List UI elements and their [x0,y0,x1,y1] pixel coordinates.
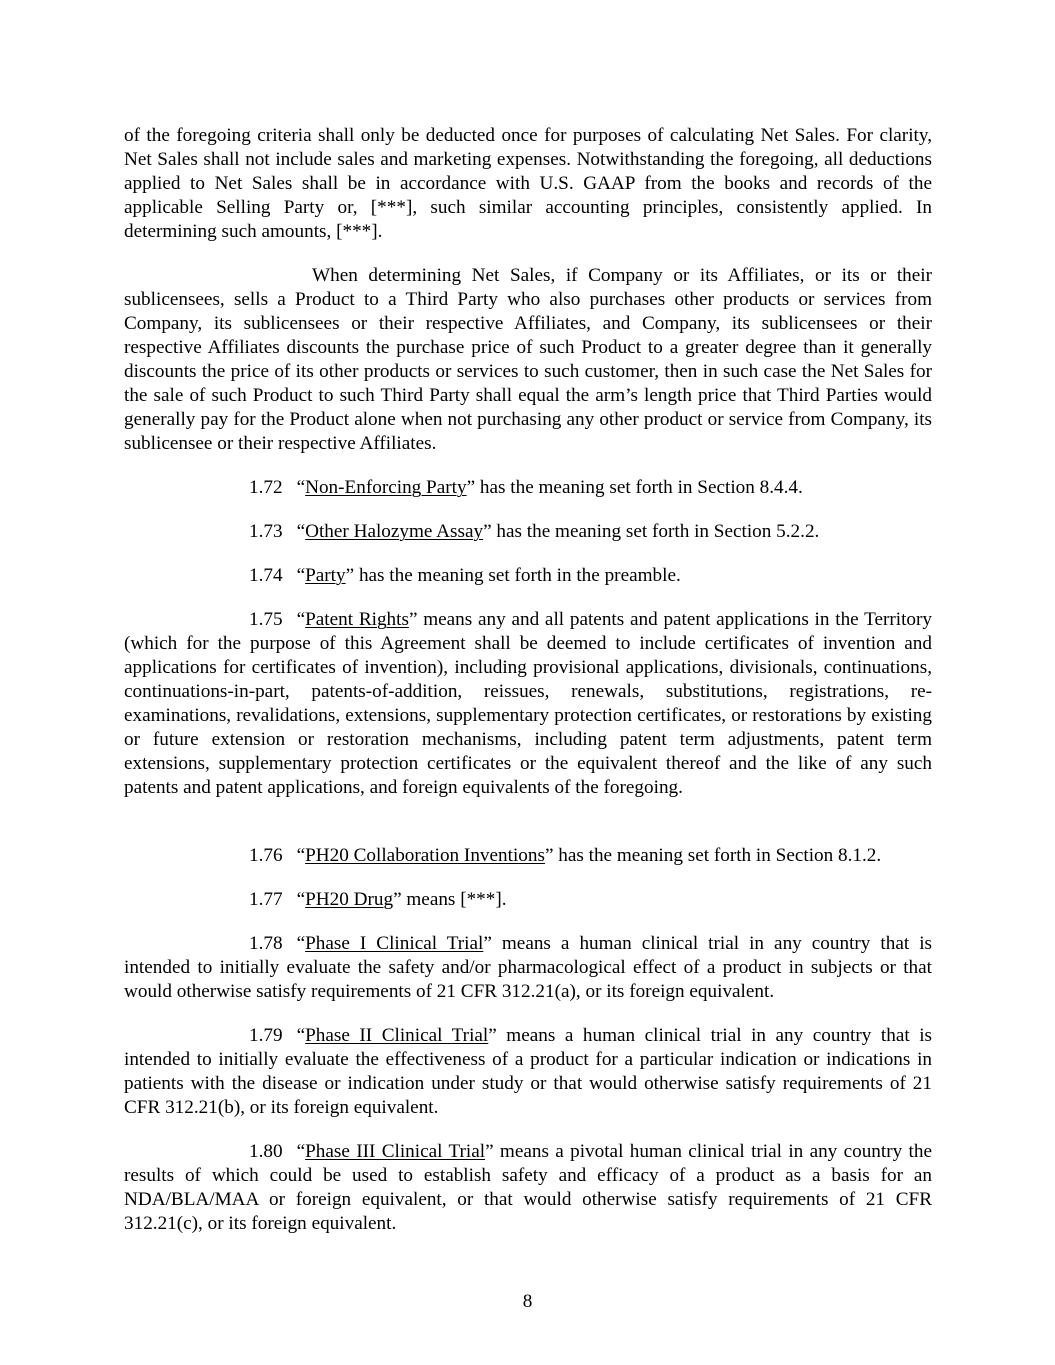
definition-number: 1.72 [249,477,283,498]
definition-text: ” means a human clinical trial in any country that is intended to initially evaluate the effectiveness of a product for a particular indication or indications in patients with the disease or indication under study or that would otherwise satisfy requirements of 21 CFR 312.21(b), or its foreign equivalent. [124,1025,933,1118]
definition-text: ” means [***]. [393,889,507,910]
definition-text: ” has the meaning set forth in Section 8.1.2. [544,845,882,866]
net-sales-bundling-paragraph: When determining Net Sales, if Company or its Affiliates, or its or their sublicensees, sells a Product to a Third Party who also purchases other products or services from Company, its sublicensees or their respective Affiliates, and Company, its sublicensees or their respective Affiliates discounts the purchase price of such Product to a greater degree than it generally discounts the price of its other products or services to such customer, then in such case the Net Sales for the sale of such Product to such Third Party shall equal the arm’s length price that Third Parties would generally pay for the Product alone when not purchasing any other product or service from Company, its sublicensee or their respective Affiliates. [124,265,932,454]
defined-term: Party [305,565,346,586]
definition-text: ” has the meaning set forth in Section 5.2.2. [483,521,820,542]
definition-number: 1.73 [249,521,283,542]
definition-1-78: 1.78 “Phase I Clinical Trial” means a human clinical trial in any country that is intended to initially evaluate the safety and/or pharmacological effect of a product in subjects or that would otherwise satisfy requirements of 21 CFR 312.21(a), or its foreign equivalent. [124,933,932,1002]
defined-term: Patent Rights [305,609,409,630]
definition-1-73: 1.73 “Other Halozyme Assay” has the meaning set forth in Section 5.2.2. [249,521,820,542]
defined-term: Phase II Clinical Trial [305,1025,489,1046]
definition-text: ” has the meaning set forth in the preamble. [345,565,681,586]
definition-text: ” has the meaning set forth in Section 8.4.4. [466,477,803,498]
definition-text: ” means a human clinical trial in any country that is intended to initially evaluate the safety and/or pharmacological effect of a product in subjects or that would otherwise satisfy requirements of 21 CFR 312.21(a), or its foreign equivalent. [124,933,932,1002]
definition-text: ” means a pivotal human clinical trial in any country the results of which could be used to establish safety and efficacy of a product as a basis for an NDA/BLA/MAA or foreign equivalent, or that would otherwise satisfy requirements of 21 CFR 312.21(c), or its foreign equivalent. [124,1141,932,1234]
definition-number: 1.79 [249,1025,283,1046]
definition-1-72: 1.72 “Non-Enforcing Party” has the meaning set forth in Section 8.4.4. [249,477,803,498]
defined-term: Phase III Clinical Trial [305,1141,486,1162]
definition-1-75: 1.75 “Patent Rights” means any and all patents and patent applications in the Territory (which for the purpose of this Agreement shall be deemed to include certificates of invention and applications for certificates of invention), including provisional applications, divisionals, continuations, continuations-in-part, patents-of-addition, reissues, renewals, substitutions, registrations, re-examinations, revalidations, extensions, supplementary protection certificates, or restorations by existing or future extension or restoration mechanisms, including patent term adjustments, patent term extensions, supplementary protection certificates or the equivalent thereof and the like of any such patents and patent applications, and foreign equivalents of the foregoing. [124,609,933,798]
defined-term: Phase I Clinical Trial [305,933,484,954]
defined-term: PH20 Collaboration Inventions [305,845,545,866]
definition-1-74: 1.74 “Party” has the meaning set forth in the preamble. [249,565,681,586]
definition-number: 1.74 [249,565,283,586]
definition-number: 1.77 [249,889,283,910]
definition-text: ” means any and all patents and patent applications in the Territory (which for the purpose of this Agreement shall be deemed to include certificates of invention and applications for certificates of invention), including provisional applications, divisionals, continuations, continuations-in-part, patents-of-addition, reissues, renewals, substitutions, registrations, re-examinations, revalidations, extensions, supplementary protection certificates, or restorations by existing or future extension or restoration mechanisms, including patent term adjustments, patent term extensions, supplementary protection certificates or the equivalent thereof and the like of any such patents and patent applications, and foreign equivalents of the foregoing. [124,609,933,798]
defined-term: Other Halozyme Assay [305,521,484,542]
definition-number: 1.78 [249,933,283,954]
page-number: 8 [522,1291,533,1312]
net-sales-intro-paragraph: of the foregoing criteria shall only be deducted once for purposes of calculating Net Sales. For clarity, Net Sales shall not include sales and marketing expenses. Notwithstanding the foregoing, all deductions applied to Net Sales shall be in accordance with U.S. GAAP from the books and records of the applicable Selling Party or, [***], such similar accounting principles, consistently applied. In determining such amounts, [***]. [124,125,932,242]
defined-term: PH20 Drug [305,889,394,910]
definition-1-79: 1.79 “Phase II Clinical Trial” means a human clinical trial in any country that is intended to initially evaluate the effectiveness of a product for a particular indication or indications in patients with the disease or indication under study or that would otherwise satisfy requirements of 21 CFR 312.21(b), or its foreign equivalent. [124,1025,933,1118]
definition-number: 1.76 [249,845,283,866]
definition-number: 1.75 [249,609,283,630]
defined-term: Non-Enforcing Party [305,477,467,498]
definition-1-80: 1.80 “Phase III Clinical Trial” means a pivotal human clinical trial in any country the results of which could be used to establish safety and efficacy of a product as a basis for an NDA/BLA/MAA or foreign equivalent, or that would otherwise satisfy requirements of 21 CFR 312.21(c), or its foreign equivalent. [124,1141,932,1234]
definition-1-76: 1.76 “PH20 Collaboration Inventions” has the meaning set forth in Section 8.1.2. [249,845,882,866]
definition-number: 1.80 [249,1141,283,1162]
definition-1-77: 1.77 “PH20 Drug” means [***]. [249,889,507,910]
